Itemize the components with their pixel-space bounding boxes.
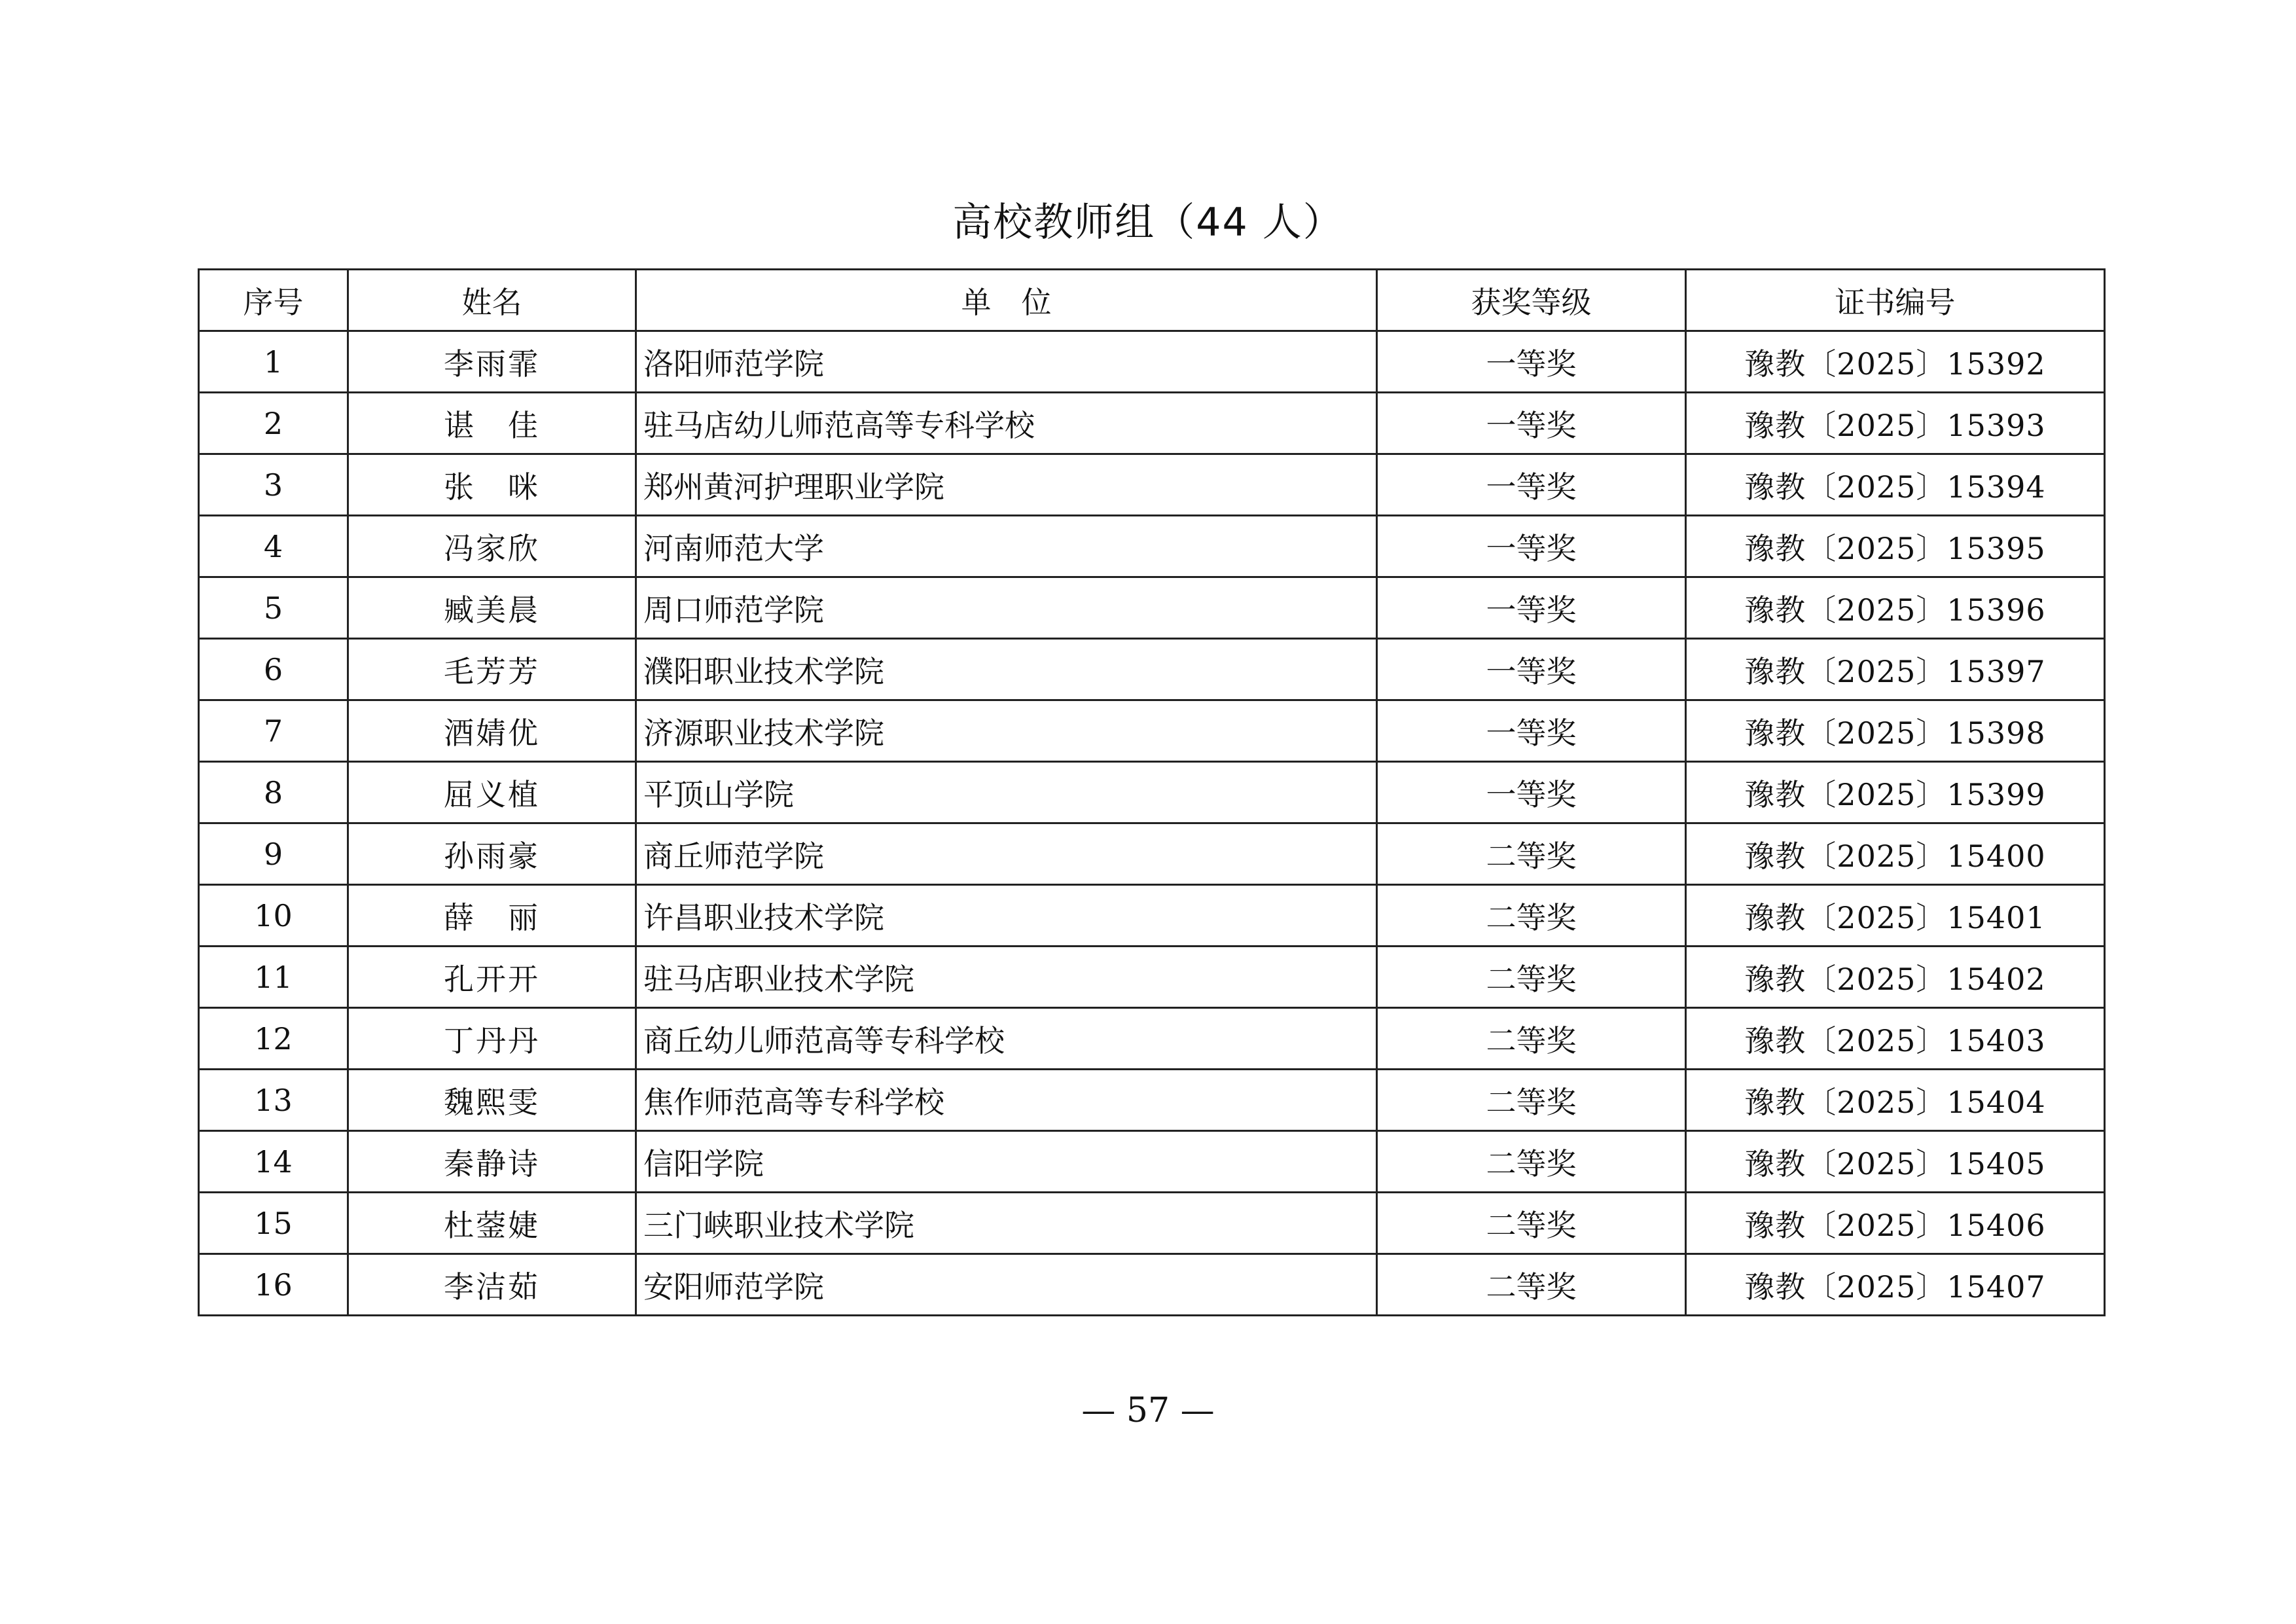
page-title: 高校教师组（44 人） — [952, 200, 1344, 245]
cell-cert: 豫教〔2025〕15398 — [1686, 700, 2105, 762]
cell-unit: 河南师范大学 — [636, 516, 1377, 577]
cell-unit: 周口师范学院 — [636, 577, 1377, 639]
cell-award: 一等奖 — [1377, 639, 1686, 700]
table-header-row — [199, 270, 2105, 331]
cell-index: 8 — [199, 762, 348, 823]
header-cert: 证书编号 — [1686, 270, 2105, 331]
cell-award: 一等奖 — [1377, 700, 1686, 762]
cell-cert: 豫教〔2025〕15407 — [1686, 1254, 2105, 1316]
cell-award: 二等奖 — [1377, 1070, 1686, 1131]
page-number: — 57 — — [1081, 1391, 1215, 1430]
cell-award: 二等奖 — [1377, 885, 1686, 947]
cell-unit: 许昌职业技术学院 — [636, 885, 1377, 947]
cell-index: 16 — [199, 1254, 348, 1316]
table-body — [199, 331, 2105, 1316]
table-row — [199, 516, 2105, 577]
table-row — [199, 1008, 2105, 1070]
table-row — [199, 700, 2105, 762]
cell-cert: 豫教〔2025〕15405 — [1686, 1131, 2105, 1193]
cell-cert: 豫教〔2025〕15395 — [1686, 516, 2105, 577]
cell-name: 魏熙雯 — [348, 1070, 636, 1131]
cell-name: 冯家欣 — [348, 516, 636, 577]
table-row — [199, 885, 2105, 947]
cell-unit: 济源职业技术学院 — [636, 700, 1377, 762]
cell-cert: 豫教〔2025〕15404 — [1686, 1070, 2105, 1131]
cell-unit: 商丘师范学院 — [636, 823, 1377, 885]
table-row — [199, 823, 2105, 885]
cell-unit: 驻马店职业技术学院 — [636, 947, 1377, 1008]
cell-award: 二等奖 — [1377, 1008, 1686, 1070]
table-row — [199, 1254, 2105, 1316]
cell-award: 二等奖 — [1377, 1254, 1686, 1316]
cell-name: 毛芳芳 — [348, 639, 636, 700]
cell-index: 14 — [199, 1131, 348, 1193]
cell-index: 1 — [199, 331, 348, 393]
cell-name: 李洁茹 — [348, 1254, 636, 1316]
cell-unit: 濮阳职业技术学院 — [636, 639, 1377, 700]
cell-cert: 豫教〔2025〕15396 — [1686, 577, 2105, 639]
cell-award: 一等奖 — [1377, 454, 1686, 516]
cell-index: 13 — [199, 1070, 348, 1131]
cell-index: 5 — [199, 577, 348, 639]
table-row — [199, 1131, 2105, 1193]
cell-index: 6 — [199, 639, 348, 700]
cell-award: 一等奖 — [1377, 516, 1686, 577]
table-row — [199, 454, 2105, 516]
cell-name: 酒婧优 — [348, 700, 636, 762]
cell-name: 屈义植 — [348, 762, 636, 823]
cell-cert: 豫教〔2025〕15400 — [1686, 823, 2105, 885]
cell-unit: 安阳师范学院 — [636, 1254, 1377, 1316]
cell-index: 12 — [199, 1008, 348, 1070]
header-index: 序号 — [199, 270, 348, 331]
cell-cert: 豫教〔2025〕15399 — [1686, 762, 2105, 823]
cell-unit: 平顶山学院 — [636, 762, 1377, 823]
cell-cert: 豫教〔2025〕15397 — [1686, 639, 2105, 700]
cell-index: 11 — [199, 947, 348, 1008]
cell-award: 二等奖 — [1377, 1131, 1686, 1193]
table-row — [199, 1193, 2105, 1254]
cell-name: 薛 丽 — [348, 885, 636, 947]
cell-unit: 郑州黄河护理职业学院 — [636, 454, 1377, 516]
cell-name: 孔开开 — [348, 947, 636, 1008]
cell-award: 二等奖 — [1377, 1193, 1686, 1254]
cell-award: 二等奖 — [1377, 823, 1686, 885]
table-row — [199, 577, 2105, 639]
table-row — [199, 393, 2105, 454]
cell-name: 谌 佳 — [348, 393, 636, 454]
cell-index: 9 — [199, 823, 348, 885]
cell-award: 一等奖 — [1377, 331, 1686, 393]
cell-name: 丁丹丹 — [348, 1008, 636, 1070]
cell-index: 7 — [199, 700, 348, 762]
cell-unit: 洛阳师范学院 — [636, 331, 1377, 393]
cell-unit: 信阳学院 — [636, 1131, 1377, 1193]
table-row — [199, 1070, 2105, 1131]
cell-name: 孙雨豪 — [348, 823, 636, 885]
cell-award: 二等奖 — [1377, 947, 1686, 1008]
table-row — [199, 331, 2105, 393]
table-row — [199, 947, 2105, 1008]
cell-cert: 豫教〔2025〕15401 — [1686, 885, 2105, 947]
header-unit: 单 位 — [636, 270, 1377, 331]
award-table — [198, 268, 2106, 1316]
header-award: 获奖等级 — [1377, 270, 1686, 331]
cell-name: 张 咪 — [348, 454, 636, 516]
cell-unit: 驻马店幼儿师范高等专科学校 — [636, 393, 1377, 454]
cell-unit: 三门峡职业技术学院 — [636, 1193, 1377, 1254]
cell-unit: 商丘幼儿师范高等专科学校 — [636, 1008, 1377, 1070]
cell-cert: 豫教〔2025〕15393 — [1686, 393, 2105, 454]
table-row — [199, 639, 2105, 700]
cell-cert: 豫教〔2025〕15392 — [1686, 331, 2105, 393]
header-name: 姓名 — [348, 270, 636, 331]
cell-award: 一等奖 — [1377, 393, 1686, 454]
cell-index: 3 — [199, 454, 348, 516]
cell-name: 臧美晨 — [348, 577, 636, 639]
cell-cert: 豫教〔2025〕15403 — [1686, 1008, 2105, 1070]
cell-index: 15 — [199, 1193, 348, 1254]
cell-index: 4 — [199, 516, 348, 577]
cell-name: 杜蓥婕 — [348, 1193, 636, 1254]
cell-award: 一等奖 — [1377, 762, 1686, 823]
cell-award: 一等奖 — [1377, 577, 1686, 639]
cell-index: 2 — [199, 393, 348, 454]
cell-unit: 焦作师范高等专科学校 — [636, 1070, 1377, 1131]
cell-cert: 豫教〔2025〕15394 — [1686, 454, 2105, 516]
cell-cert: 豫教〔2025〕15406 — [1686, 1193, 2105, 1254]
cell-index: 10 — [199, 885, 348, 947]
cell-cert: 豫教〔2025〕15402 — [1686, 947, 2105, 1008]
cell-name: 秦静诗 — [348, 1131, 636, 1193]
table-row — [199, 762, 2105, 823]
cell-name: 李雨霏 — [348, 331, 636, 393]
